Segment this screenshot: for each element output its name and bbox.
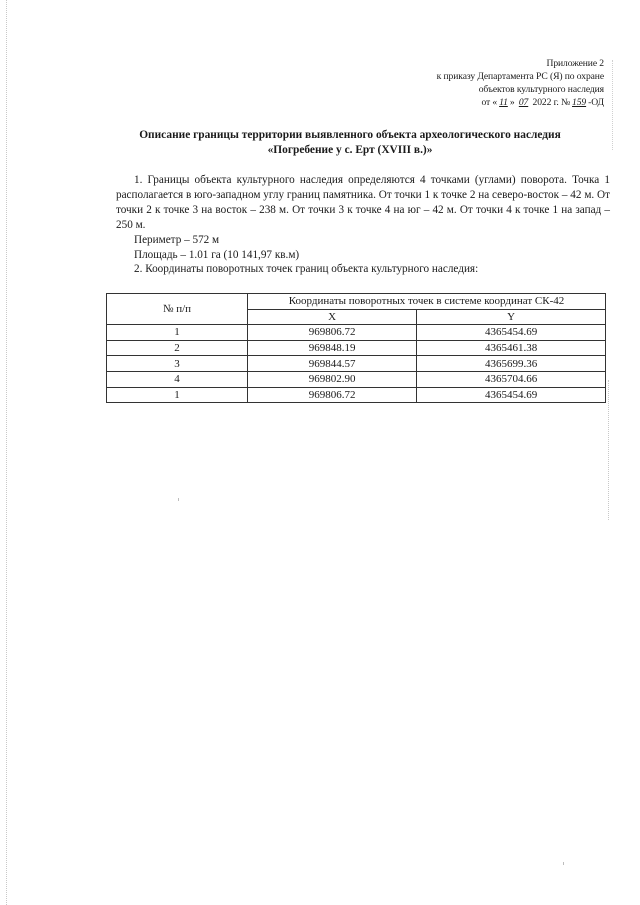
- scan-speck: [563, 862, 564, 865]
- header-x: X: [248, 309, 417, 325]
- title-line-1: Описание границы территории выявленного объекта археологического наследия: [139, 129, 561, 141]
- date-mid: »: [509, 97, 517, 108]
- page-edge-right: [608, 380, 609, 520]
- page-edge-left: [6, 0, 7, 905]
- table-row: [107, 356, 606, 372]
- coordinates-table: [106, 293, 606, 403]
- coord-y: 4365454.69: [417, 387, 606, 403]
- appendix-header: [437, 57, 604, 109]
- appendix-line-3: объектов культурного наследия: [478, 84, 604, 95]
- coord-y: 4365704.66: [417, 371, 606, 387]
- boundary-description: 1. Границы объекта культурного наследия определяются 4 точками (углами) поворота. Точка 1 располагается в юго-западном углу границ памятника. От точки 1 к точке 2 на северо-восток – 42 м. От точки 2 к точке 3 на восток – 238 м. От точки 3 к точке 4 на юг – 42 м. От точки 4 к точке 1 на запад – 250 м.: [116, 174, 610, 231]
- table-row: [107, 387, 606, 403]
- area-line: Площадь – 1.01 га (10 141,97 кв.м): [134, 248, 300, 261]
- document-title: [100, 128, 600, 157]
- coordinates-intro: 2. Координаты поворотных точек границ объекта культурного наследия:: [134, 263, 479, 276]
- header-coordinates-group: Координаты поворотных точек в системе координат СК-42: [248, 294, 606, 310]
- document-body: [116, 173, 610, 277]
- table-row: [107, 371, 606, 387]
- date-day: 11: [499, 97, 508, 108]
- perimeter-line: Периметр – 572 м: [134, 233, 220, 246]
- point-number: 1: [107, 387, 248, 403]
- order-number: 159: [572, 97, 587, 108]
- point-number: 1: [107, 325, 248, 341]
- coord-x: 969848.19: [248, 340, 417, 356]
- coord-x: 969844.57: [248, 356, 417, 372]
- coord-x: 969806.72: [248, 387, 417, 403]
- table-row: [107, 325, 606, 341]
- coord-y: 4365461.38: [417, 340, 606, 356]
- appendix-line-2: к приказу Департамента РС (Я) по охране: [436, 71, 604, 82]
- table-row: [107, 340, 606, 356]
- coord-y: 4365454.69: [417, 325, 606, 341]
- point-number: 3: [107, 356, 248, 372]
- header-y: Y: [417, 309, 606, 325]
- point-number: 4: [107, 371, 248, 387]
- appendix-line-1: Приложение 2: [546, 58, 604, 69]
- date-prefix: от «: [481, 97, 498, 108]
- coord-x: 969806.72: [248, 325, 417, 341]
- point-number: 2: [107, 340, 248, 356]
- scan-speck: [178, 498, 179, 501]
- date-month: 07: [518, 97, 529, 108]
- page-edge-right-top: [612, 60, 613, 150]
- date-year: 2022 г. №: [530, 97, 571, 108]
- order-suffix: -ОД: [588, 97, 604, 108]
- coord-x: 969802.90: [248, 371, 417, 387]
- table-header-row: [107, 294, 606, 310]
- coord-y: 4365699.36: [417, 356, 606, 372]
- appendix-date-line: [437, 96, 604, 109]
- title-line-2: «Погребение у с. Ерт (XVIII в.)»: [267, 143, 433, 156]
- header-point-number: № п/п: [107, 294, 248, 325]
